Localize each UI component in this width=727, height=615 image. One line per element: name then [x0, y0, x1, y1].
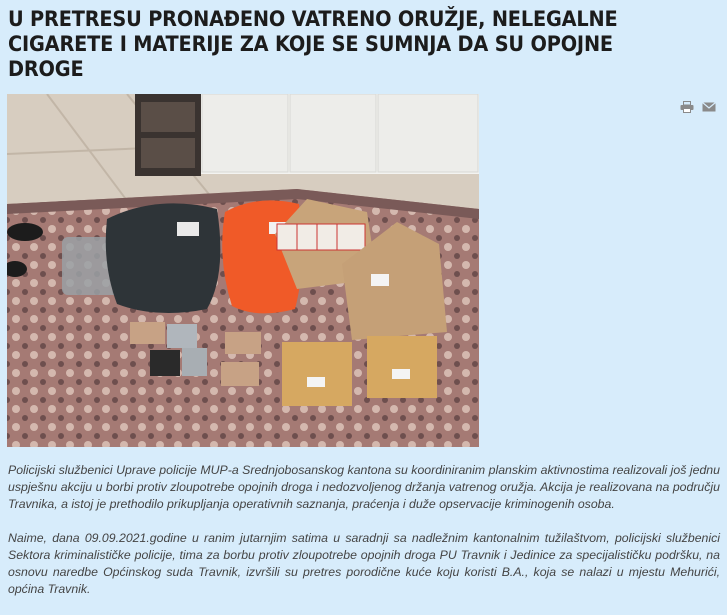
article-photo [7, 94, 479, 447]
envelope-icon[interactable] [702, 101, 716, 113]
paragraph: Naime, dana 09.09.2021.godine u ranim jutarnjim satima u saradnji sa nadležnim kantonalnim tužilaštvom, policijski službenici Sektora kriminalističke policije, tima za borbu protiv zloupotrebe opojnih droga PU Travnik i Jedinice za specijalističku podršku, na osnovu naredbe Općinskog suda Travnik, izvršili su pretres porodične kuće koju koristi B.A., koja se nalazi u mjestu Mehurići, općina Travnik. [8, 531, 720, 596]
article-title: U PRETRESU PRONAĐENO VATRENO ORUŽJE, NELEGALNE CIGARETE I MATERIJE ZA KOJE SE SUMNJA DA SU OPOJNE DROGE [8, 7, 618, 81]
printer-icon[interactable] [680, 101, 694, 113]
article-body [8, 462, 720, 615]
paragraph: Policijski službenici Uprave policije MUP-a Srednjobosanskog kantona su koordiniranim planskim aktivnostima realizovali još jednu uspješnu akciju u borbi protiv zloupotrebe opojnih droga i nedozvoljenog držanja vatrenog oružja. Akcija je realizovana na području Travnika, a istoj je prethodilo prikupljanja operativnih saznanja, praćenja i duže opservacije kriminogenih osoba. [8, 463, 720, 511]
article-toolbar [680, 101, 716, 113]
evidence-photo-illustration [7, 94, 479, 447]
